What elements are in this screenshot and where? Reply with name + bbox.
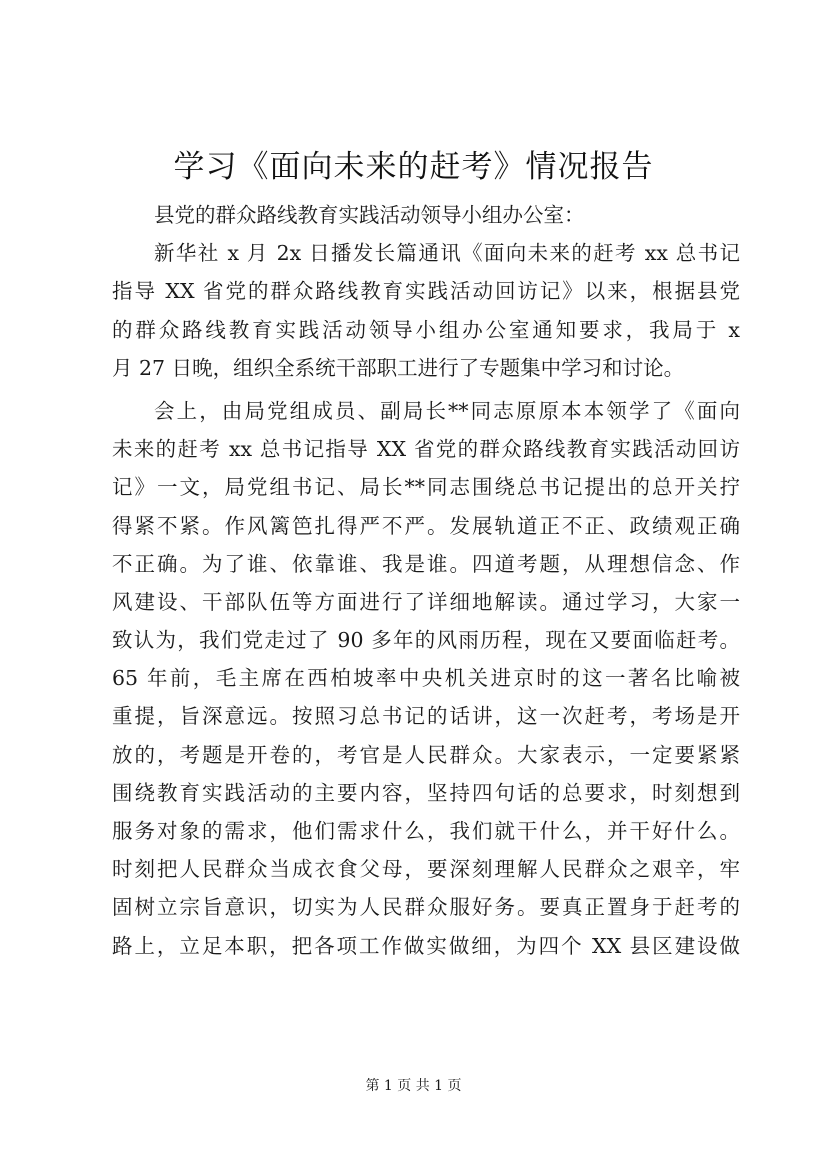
paragraph-2-line-6: 风建设、干部队伍等方面进行了详细地解读。通过学习，大家一 (112, 589, 740, 614)
paragraph-2-line-14: 固树立宗旨意识，切实为人民群众服好务。要真正置身于赶考的 (112, 895, 740, 920)
document-title: 学习《面向未来的赶考》情况报告 (173, 149, 654, 185)
paragraph-2-line-3: 记》一文，局党组书记、局长**同志围绕总书记提出的总开关拧 (112, 475, 740, 500)
paragraph-1-line-1: 新华社 x 月 2x 日播发长篇通讯《面向未来的赶考 xx 总书记 (154, 241, 740, 266)
paragraph-2-line-12: 服务对象的需求，他们需求什么，我们就干什么，并干好什么。 (112, 819, 740, 843)
paragraph-1-line-3: 的群众路线教育实践活动领导小组办公室通知要求，我局于 x (112, 317, 740, 342)
paragraph-2-line-2: 未来的赶考 xx 总书记指导 XX 省党的群众路线教育实践活动回访 (112, 437, 740, 462)
paragraph-2-line-4: 得紧不紧。作风篱笆扎得严不严。发展轨道正不正、政绩观正确 (112, 513, 740, 538)
paragraph-2-line-5: 不正确。为了谁、依靠谁、我是谁。四道考题，从理想信念、作 (112, 551, 740, 576)
paragraph-2-line-10: 放的，考题是开卷的，考官是人民群众。大家表示，一定要紧紧 (112, 742, 740, 767)
paragraph-2-line-11: 围绕教育实践活动的主要内容，坚持四句话的总要求，时刻想到 (112, 780, 740, 805)
paragraph-1-line-2: 指导 XX 省党的群众路线教育实践活动回访记》以来，根据县党 (112, 279, 740, 304)
page-number-footer: 第 1 页 共 1 页 (365, 1078, 462, 1094)
paragraph-2-line-13: 时刻把人民群众当成衣食父母，要深刻理解人民群众之艰辛，牢 (112, 857, 740, 882)
paragraph-1-line-4: 月 27 日晚，组织全系统干部职工进行了专题集中学习和讨论。 (112, 355, 685, 380)
paragraph-2-line-15: 路上，立足本职，把各项工作做实做细，为四个 XX 县区建设做 (112, 933, 740, 958)
paragraph-2-line-9: 重提，旨深意远。按照习总书记的话讲，这一次赶考，考场是开 (112, 704, 740, 729)
salutation: 县党的群众路线教育实践活动领导小组办公室： (154, 203, 585, 227)
paragraph-2-line-7: 致认为，我们党走过了 90 多年的风雨历程，现在又要面临赶考。 (112, 628, 740, 653)
paragraph-2-line-1: 会上，由局党组成员、副局长**同志原原本本领学了《面向 (154, 398, 740, 423)
document-body (112, 196, 740, 965)
paragraph-2-line-8: 65 年前，毛主席在西柏坡率中央机关进京时的这一著名比喻被 (112, 666, 740, 691)
